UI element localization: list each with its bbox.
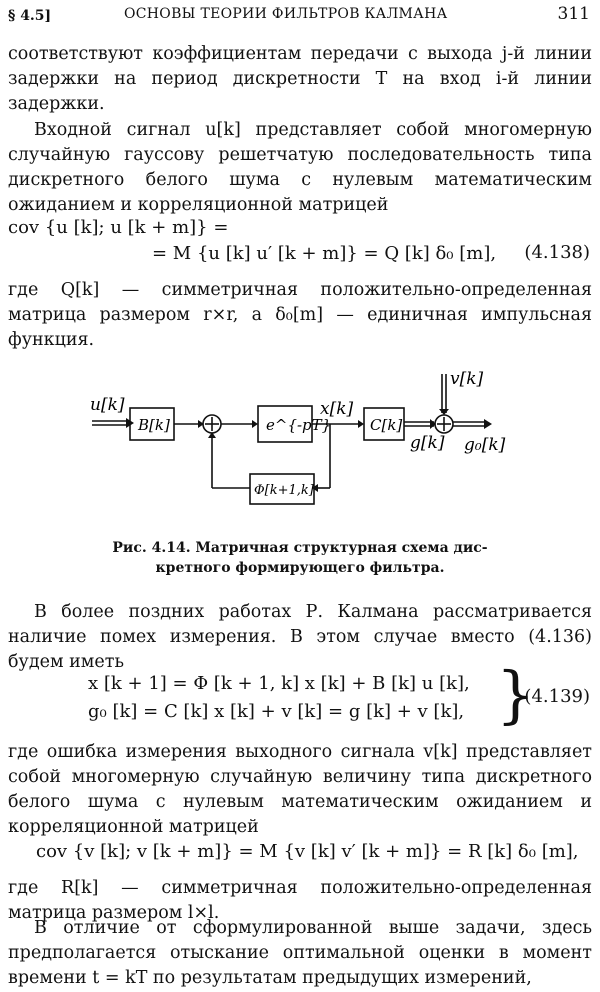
equation-4-138-line-1: cov {u [k]; u [k + m]} = [8,217,229,238]
block-delay-label: e^{-pT} [266,416,332,434]
equation-number-4-139: (4.139) [524,686,590,707]
paragraph-7: В отличие от сформулированной выше задачи, здесь предполагается отыскание оптимальной оценки в момент времени t = kT по результатам предыдущих измерений, [8,918,592,988]
section-number: § 4.5] [8,8,52,24]
input-label: u[k] [90,395,125,415]
caption-line-2: кретного формирующего фильтра. [155,560,445,576]
equation-number-4-138: (4.138) [524,242,590,263]
paragraph-3: где Q[k] — симметричная положительно-определенная матрица размером r×r, а δ₀[m] — единичная импульсная функция. [8,280,592,350]
block-c-label: C[k] [370,416,403,434]
page-number: 311 [557,4,590,24]
paragraph-2: Входной сигнал u[k] представляет собой многомерную случайную гауссову решетчатую последовательность типа дискретного белого шума с нулевым математическим ожиданием и корреляционной матрицей [8,120,592,215]
caption-line-1: Рис. 4.14. Матричная структурная схема дис- [112,540,488,556]
figure-caption [0,538,600,578]
state-label: x[k] [320,399,354,419]
paragraph-5: где ошибка измерения выходного сигнала v[k] представляет собой многомерную случайную величину типа дискретного белого шума с нулевым математическим ожиданием и корреляционной матрицей [8,742,592,837]
noise-label: v[k] [450,369,484,389]
paragraph-1: соответствуют коэффициентам передачи с выхода j-й линии задержки на период дискретности T на вход i-й линии задержки. [8,44,592,114]
block-diagram [0,368,600,518]
equation-cov-v: cov {v [k]; v [k + m]} = M {v [k] v′ [k + m]} = R [k] δ₀ [m], [36,841,579,862]
brace: } [496,658,536,731]
paragraph-6: где R[k] — симметричная положительно-определенная матрица размером l×l. [8,878,592,923]
equation-4-139-line-1: x [k + 1] = Φ [k + 1, k] x [k] + B [k] u [k], [88,673,470,694]
g0-label: g₀[k] [464,435,506,455]
g-label: g[k] [410,433,445,453]
equation-4-138-line-2: = M {u [k] u′ [k + m]} = Q [k] δ₀ [m], [152,243,497,264]
equation-4-139-line-2: g₀ [k] = C [k] x [k] + v [k] = g [k] + v [k], [88,701,465,722]
block-phi-label: Φ[k+1,k] [254,483,314,498]
running-header [0,4,600,28]
running-title: ОСНОВЫ ТЕОРИИ ФИЛЬТРОВ КАЛМАНА [124,6,448,22]
paragraph-4: В более поздних работах Р. Калмана рассматривается наличие помех измерения. В этом случае вместо (4.136) будем иметь [8,602,592,672]
block-b-label: B[k] [138,416,170,434]
